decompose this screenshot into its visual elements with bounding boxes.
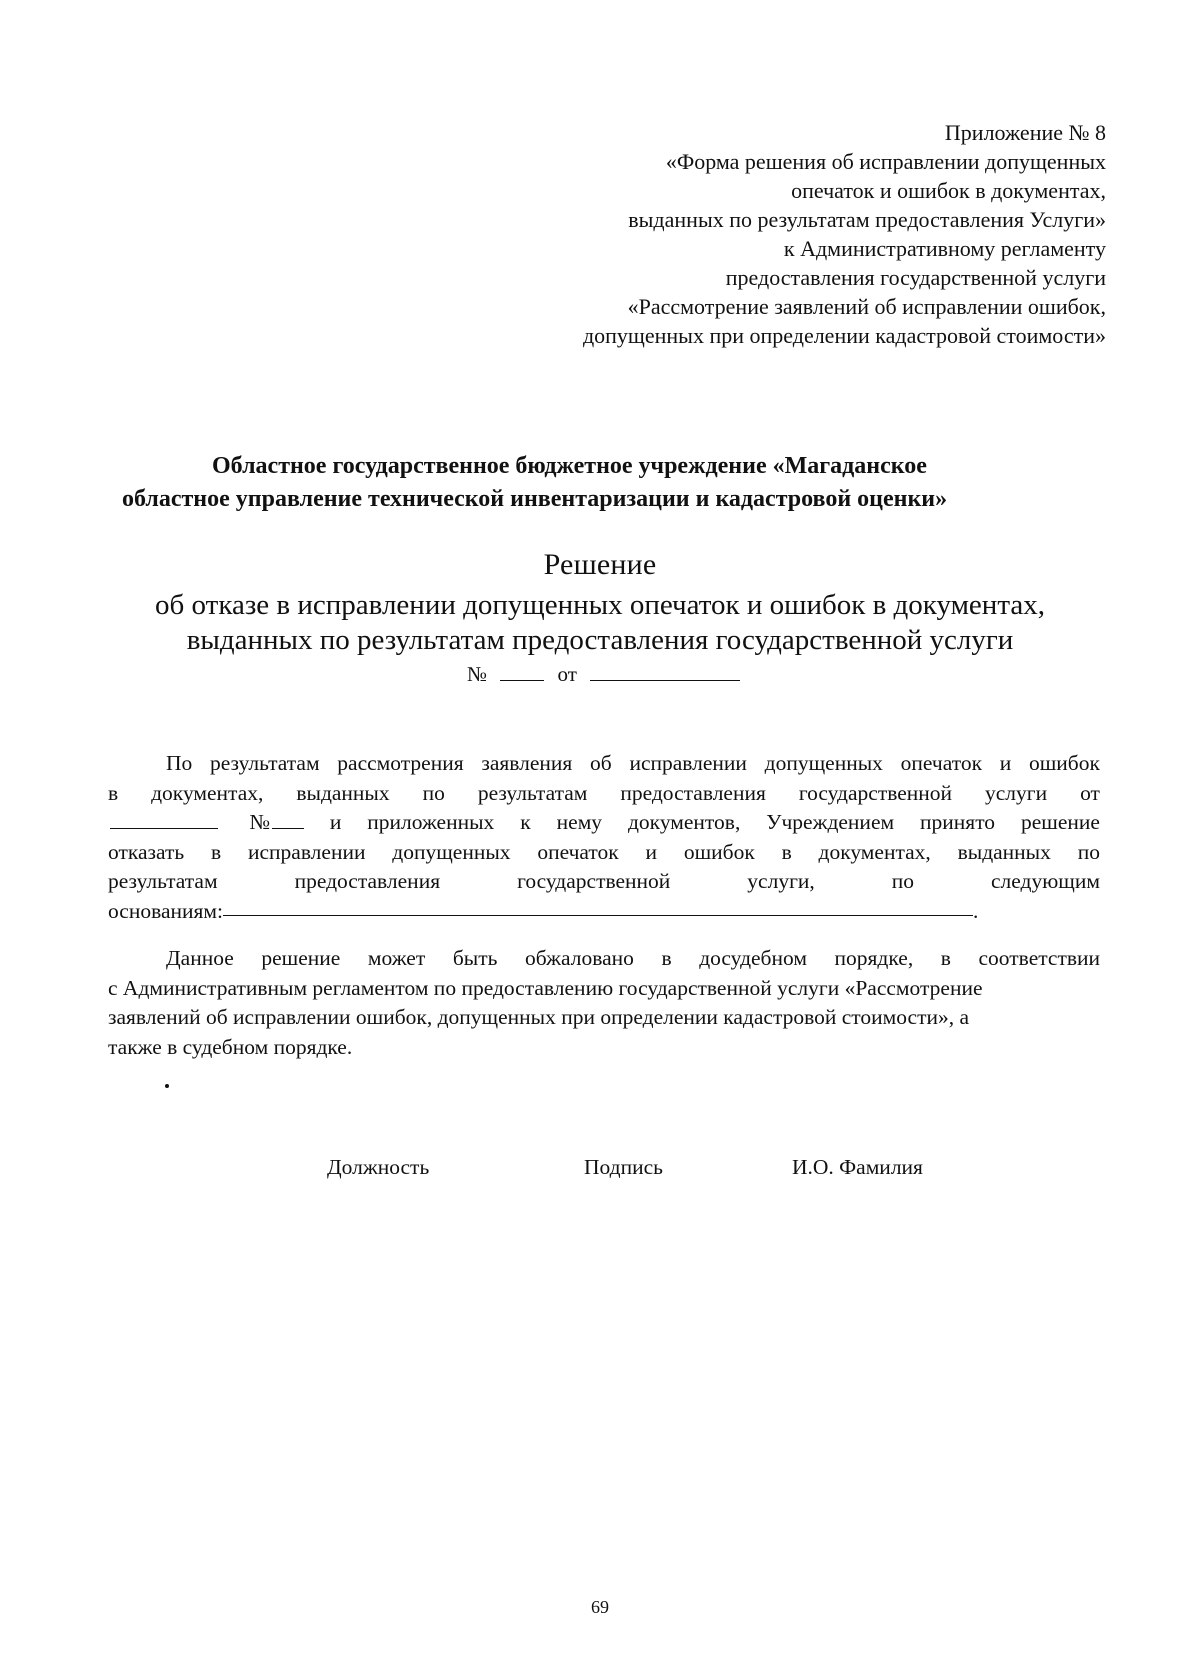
appendix-line: Приложение № 8 bbox=[944, 120, 1106, 145]
date-blank bbox=[110, 810, 218, 829]
paragraph-word: заявления bbox=[481, 751, 573, 775]
paragraph-line: с Административным регламентом по предоставлению государственной услуги «Рассмотрение bbox=[108, 975, 983, 1000]
paragraph-word: нему bbox=[556, 810, 603, 834]
paragraph-word: приложенных bbox=[367, 810, 495, 834]
appendix-line: опечаток и ошибок в документах, bbox=[791, 178, 1106, 203]
appendix-line: допущенных при определении кадастровой стоимости» bbox=[582, 323, 1106, 348]
paragraph-word: допущенных bbox=[764, 751, 883, 775]
paragraph-word: государственной bbox=[517, 869, 671, 893]
paragraph-word: рассмотрения bbox=[337, 751, 464, 775]
paragraph-word: быть bbox=[452, 946, 498, 970]
stray-dot bbox=[165, 1084, 169, 1088]
paragraph-line bbox=[108, 779, 1100, 809]
signature-name: И.О. Фамилия bbox=[792, 1155, 923, 1179]
paragraph-word: предоставления bbox=[620, 780, 766, 805]
paragraph-word: отказать bbox=[108, 839, 185, 864]
appendix-line: выданных по результатам предоставления Услуги» bbox=[628, 207, 1106, 232]
paragraph-word: принято bbox=[920, 810, 996, 834]
paragraph-word: по bbox=[422, 780, 445, 805]
paragraph-word: может bbox=[367, 946, 426, 970]
paragraph-word: от bbox=[1080, 780, 1100, 805]
paragraph-word: в bbox=[940, 946, 951, 970]
decision-subtitle bbox=[0, 588, 1200, 658]
paragraph-word: опечаток bbox=[900, 751, 983, 775]
paragraph-word: об bbox=[590, 751, 612, 775]
paragraph-word: государственной bbox=[798, 780, 953, 805]
number-blank bbox=[500, 662, 544, 681]
signature-position: Должность bbox=[327, 1155, 430, 1179]
date-blank bbox=[590, 662, 740, 681]
paragraph-line: также в судебном порядке. bbox=[108, 1034, 353, 1059]
paragraph-word: в bbox=[211, 839, 222, 864]
paragraph-word: результатам bbox=[477, 780, 588, 805]
paragraph-word: допущенных bbox=[392, 839, 511, 864]
paragraph-word: ошибок bbox=[1028, 751, 1100, 775]
paragraph-word: и bbox=[645, 839, 658, 864]
paragraph-word: выданных bbox=[296, 780, 390, 805]
paragraph-word-group bbox=[108, 808, 304, 838]
paragraph-word: предоставления bbox=[294, 869, 441, 893]
appendix-line: «Форма решения об исправлении допущенных bbox=[665, 149, 1106, 174]
paragraph-word: в bbox=[661, 946, 672, 970]
organization-name bbox=[100, 450, 1100, 516]
appendix-line: «Рассмотрение заявлений об исправлении ошибок, bbox=[627, 294, 1106, 319]
paragraph-word: в bbox=[781, 839, 792, 864]
appendix-line: предоставления государственной услуги bbox=[725, 265, 1106, 290]
paragraph-word: услуги, bbox=[747, 869, 815, 893]
paragraph-word: по bbox=[1077, 839, 1100, 864]
decision-number-line bbox=[467, 661, 740, 687]
paragraph-line bbox=[108, 867, 1100, 897]
paragraph-word: к bbox=[520, 810, 531, 834]
paragraph-word: решение bbox=[261, 946, 341, 970]
paragraph-word: в bbox=[108, 780, 119, 805]
paragraph-word: исправлении bbox=[629, 751, 747, 775]
paragraph-word: по bbox=[891, 869, 915, 893]
paragraph-word: Данное bbox=[166, 946, 234, 970]
decision-subtitle-line: об отказе в исправлении допущенных опечаток и ошибок в документах, bbox=[155, 589, 1045, 621]
signature-signature: Подпись bbox=[584, 1155, 663, 1179]
appendix-line: к Административному регламенту bbox=[783, 236, 1106, 261]
number-label: № bbox=[467, 662, 488, 686]
paragraph-word: исправлении bbox=[247, 839, 366, 864]
paragraph-line bbox=[108, 944, 1100, 974]
decision-paragraph bbox=[108, 749, 1100, 926]
paragraph-word: и bbox=[999, 751, 1012, 775]
number-blank bbox=[272, 810, 304, 829]
paragraph-word: По bbox=[166, 751, 193, 775]
organization-line: областное управление технической инвентаризации и кадастровой оценки» bbox=[122, 486, 948, 512]
paragraph-line: заявлений об исправлении ошибок, допущенных при определении кадастровой стоимости», а bbox=[108, 1005, 970, 1029]
paragraph-line bbox=[108, 897, 1100, 927]
paragraph-line bbox=[108, 808, 1100, 838]
appeal-paragraph bbox=[108, 944, 1100, 1062]
paragraph-word: результатам bbox=[210, 751, 320, 775]
paragraph-word: и bbox=[329, 810, 342, 834]
decision-subtitle-line: выданных по результатам предоставления государственной услуги bbox=[186, 624, 1014, 656]
page-number: 69 bbox=[591, 1597, 609, 1617]
paragraph-line bbox=[108, 838, 1100, 868]
paragraph-word: Учреждением bbox=[766, 810, 895, 834]
paragraph-word: досудебном bbox=[699, 946, 807, 970]
paragraph-word: порядке, bbox=[834, 946, 914, 970]
grounds-blank bbox=[223, 897, 973, 916]
number-label: № bbox=[249, 810, 270, 834]
paragraph-word: документах, bbox=[818, 839, 931, 864]
decision-title: Решение bbox=[543, 548, 657, 581]
paragraph-line bbox=[108, 749, 1100, 779]
organization-line: Областное государственное бюджетное учреждение «Магаданское bbox=[212, 453, 927, 479]
paragraph-word: документах, bbox=[151, 780, 264, 805]
paragraph-word: решение bbox=[1021, 810, 1100, 834]
paragraph-word: обжаловано bbox=[524, 946, 634, 970]
paragraph-word: опечаток bbox=[537, 839, 619, 864]
paragraph-word: результатам bbox=[108, 869, 218, 893]
grounds-label: основаниям: bbox=[108, 898, 223, 923]
paragraph-word: следующим bbox=[991, 869, 1100, 893]
paragraph-word: ошибок bbox=[683, 839, 755, 864]
paragraph-word: выданных bbox=[957, 839, 1051, 864]
from-label: от bbox=[557, 662, 577, 686]
paragraph-word: документов, bbox=[627, 810, 741, 834]
paragraph-word: соответствии bbox=[978, 946, 1100, 970]
appendix-header bbox=[486, 118, 1106, 350]
grounds-end: . bbox=[972, 898, 979, 923]
paragraph-word: услуги bbox=[985, 780, 1048, 805]
